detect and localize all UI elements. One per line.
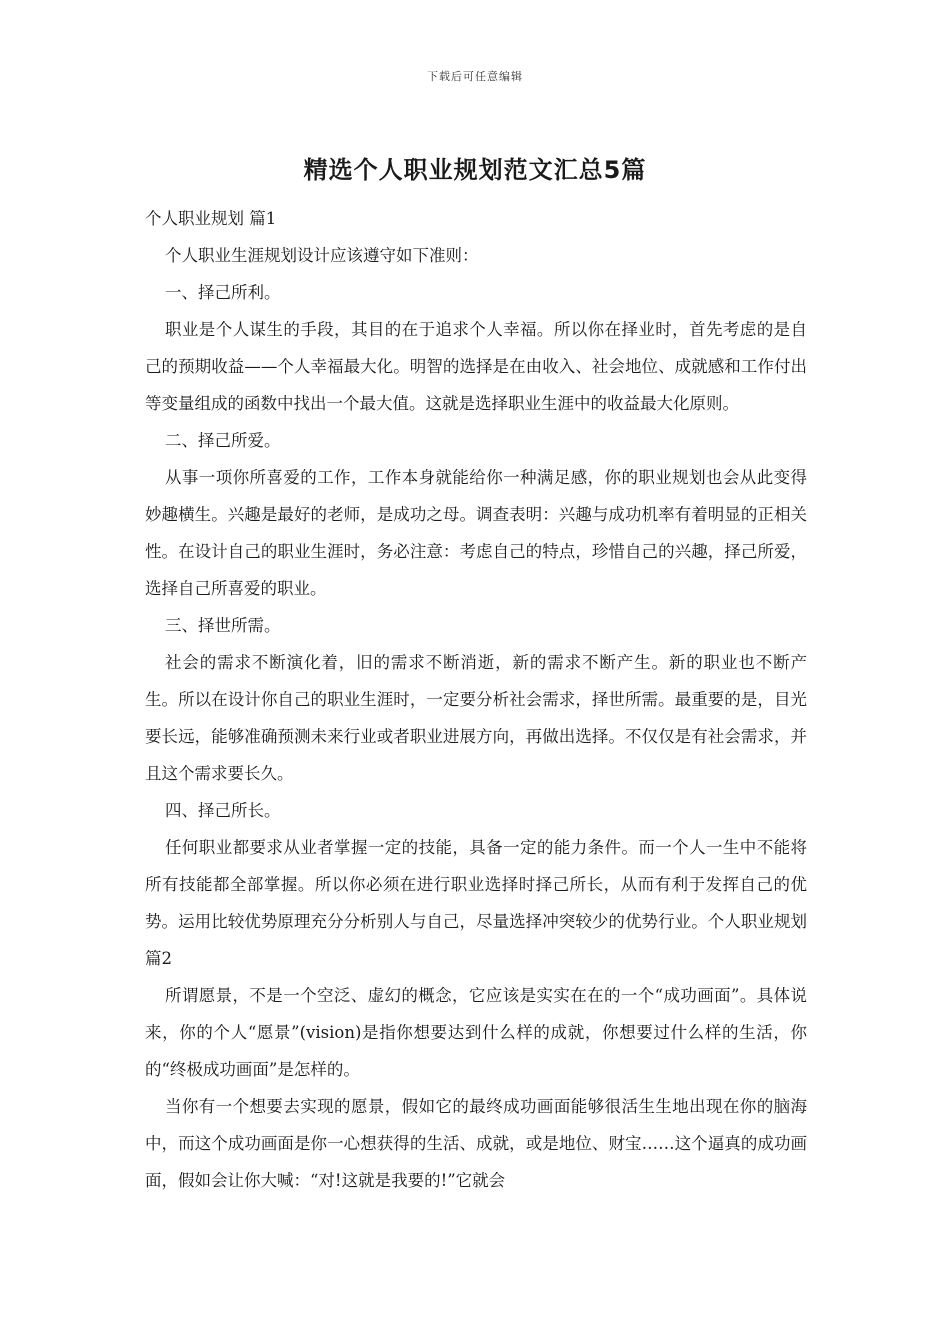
section-heading: 个人职业规划 篇1 xyxy=(145,209,277,228)
document-body xyxy=(145,200,807,1199)
paragraph: 当你有一个想要去实现的愿景，假如它的最终成功画面能够很活生生地出现在你的脑海中，而这个成功画面是你一心想获得的生活、成就，或是地位、财宝……这个逼真的成功画面，假如会让你大喊：“对!这就是我要的!”它就会 xyxy=(145,1097,807,1190)
document-title: 精选个人职业规划范文汇总5篇 xyxy=(303,156,647,184)
principle-heading: 二、择己所爱。 xyxy=(165,431,281,450)
paragraph: 个人职业生涯规划设计应该遵守如下准则： xyxy=(165,246,479,265)
paragraph: 所谓愿景，不是一个空泛、虚幻的概念，它应该是实实在在的一个“成功画面”。具体说来，你的个人“愿景”(vision)是指你想要达到什么样的成就，你想要过什么样的生活，你的“终极成功画面”是怎样的。 xyxy=(145,986,807,1079)
page-header: 下载后可任意编辑 xyxy=(427,70,523,83)
principle-heading: 四、择己所长。 xyxy=(165,801,281,820)
paragraph: 从事一项你所喜爱的工作，工作本身就能给你一种满足感，你的职业规划也会从此变得妙趣横生。兴趣是最好的老师，是成功之母。调查表明：兴趣与成功机率有着明显的正相关性。在设计自己的职业生涯时，务必注意：考虑自己的特点，珍惜自己的兴趣，择己所爱，选择自己所喜爱的职业。 xyxy=(145,468,807,598)
principle-heading: 三、择世所需。 xyxy=(165,616,281,635)
paragraph: 社会的需求不断演化着，旧的需求不断消逝，新的需求不断产生。新的职业也不断产生。所以在设计你自己的职业生涯时，一定要分析社会需求，择世所需。最重要的是，目光要长远，能够准确预测未来行业或者职业进展方向，再做出选择。不仅仅是有社会需求，并且这个需求要长久。 xyxy=(145,653,807,783)
paragraph: 任何职业都要求从业者掌握一定的技能，具备一定的能力条件。而一个人一生中不能将所有技能都全部掌握。所以你必须在进行职业选择时择己所长，从而有利于发挥自己的优势。运用比较优势原理充分分析别人与自己，尽量选择冲突较少的优势行业。个人职业规划 篇2 xyxy=(145,838,807,968)
principle-heading: 一、择己所利。 xyxy=(165,283,281,302)
paragraph: 职业是个人谋生的手段，其目的在于追求个人幸福。所以你在择业时，首先考虑的是自己的预期收益——个人幸福最大化。明智的选择是在由收入、社会地位、成就感和工作付出等变量组成的函数中找出一个最大值。这就是选择职业生涯中的收益最大化原则。 xyxy=(145,320,807,413)
